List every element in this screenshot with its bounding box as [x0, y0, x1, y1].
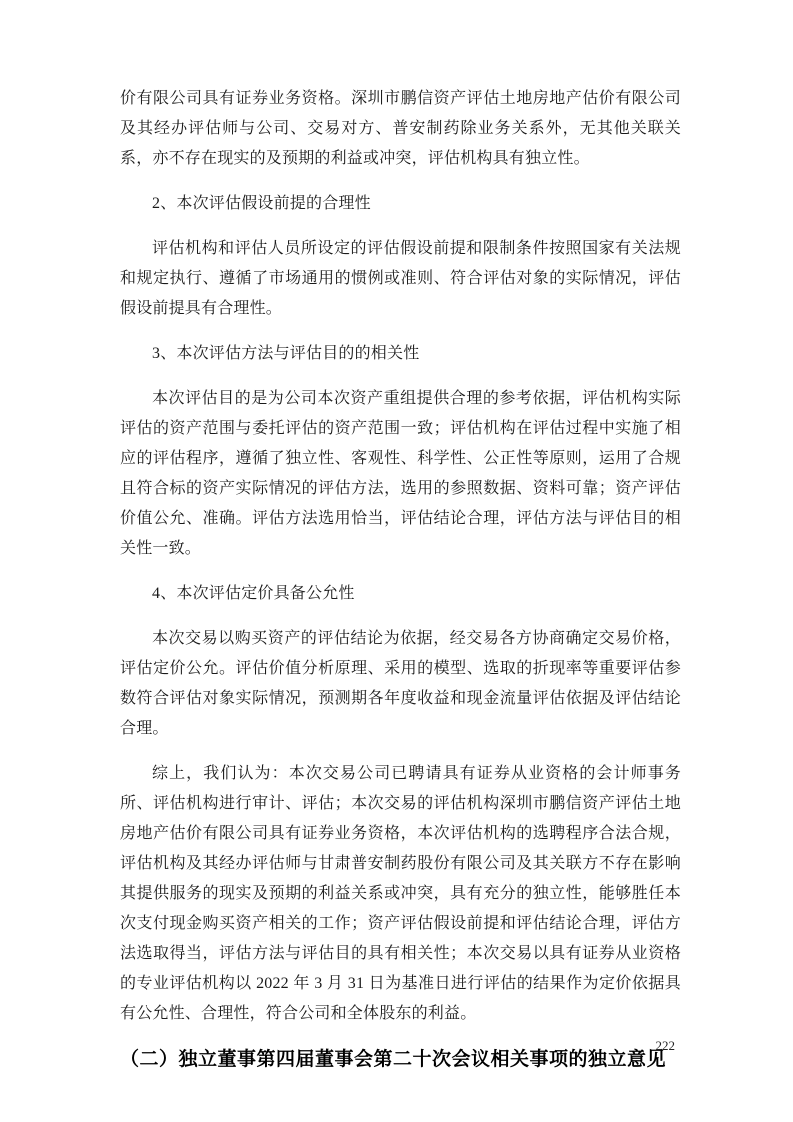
- subheading-3-method-relevance: 3、本次评估方法与评估目的的相关性: [152, 345, 420, 362]
- subheading-2-assumption-rationality: 2、本次评估假设前提的合理性: [152, 195, 371, 212]
- paragraph-pricing-fairness: 本次交易以购买资产的评估结论为依据，经交易各方协商确定交易价格，评估定价公允。评估价值分析原理、采用的模型、选取的折现率等重要评估参数符合评估对象实际情况，预测期各年度收益和现金流量评估依据及评估结论合理。: [120, 630, 681, 737]
- subheading-4-pricing-fairness: 4、本次评估定价具备公允性: [152, 585, 355, 602]
- document-content: [120, 84, 681, 1075]
- paragraph-conclusion-summary: 综上，我们认为：本次交易公司已聘请具有证券从业资格的会计师事务所、评估机构进行审计、评估；本次交易的评估机构深圳市鹏信资产评估土地房地产估价有限公司具有证券业务资格，本次评估机构的选聘程序合法合规，评估机构及其经办评估师与甘肃普安制药股份有限公司及其关联方不存在影响其提供服务的现实及预期的利益关系或冲突，具有充分的独立性，能够胜任本次支付现金购买资产相关的工作；资产评估假设前提和评估结论合理，评估方法选取得当，评估方法与评估目的具有相关性；本次交易以具有证券从业资格的专业评估机构以 2022 年 3 月 31 日为基准日进行评估的结果作为定价依据具有公允性、合理性，符合公司和全体股东的利益。: [120, 765, 681, 1022]
- page-number: 222: [655, 1038, 675, 1053]
- paragraph-appraiser-independence-continuation: 价有限公司具有证券业务资格。深圳市鹏信资产评估土地房地产估价有限公司及其经办评估师与公司、交易对方、普安制药除业务关系外，无其他关联关系，亦不存在现实的及预期的利益或冲突，评估机构具有独立性。: [120, 90, 681, 167]
- paragraph-assumption-rationality: 评估机构和评估人员所设定的评估假设前提和限制条件按照国家有关法规和规定执行、遵循了市场通用的惯例或准则、符合评估对象的实际情况，评估假设前提具有合理性。: [120, 240, 681, 317]
- section-heading-independent-directors-opinion: （二）独立董事第四届董事会第二十次会议相关事项的独立意见: [120, 1049, 667, 1070]
- paragraph-method-relevance: 本次评估目的是为公司本次资产重组提供合理的参考依据，评估机构实际评估的资产范围与委托评估的资产范围一致；评估机构在评估过程中实施了相应的评估程序，遵循了独立性、客观性、科学性、公正性等原则，运用了合规且符合标的资产实际情况的评估方法，选用的参照数据、资料可靠；资产评估价值公允、准确。评估方法选用恰当，评估结论合理，评估方法与评估目的相关性一致。: [120, 390, 681, 557]
